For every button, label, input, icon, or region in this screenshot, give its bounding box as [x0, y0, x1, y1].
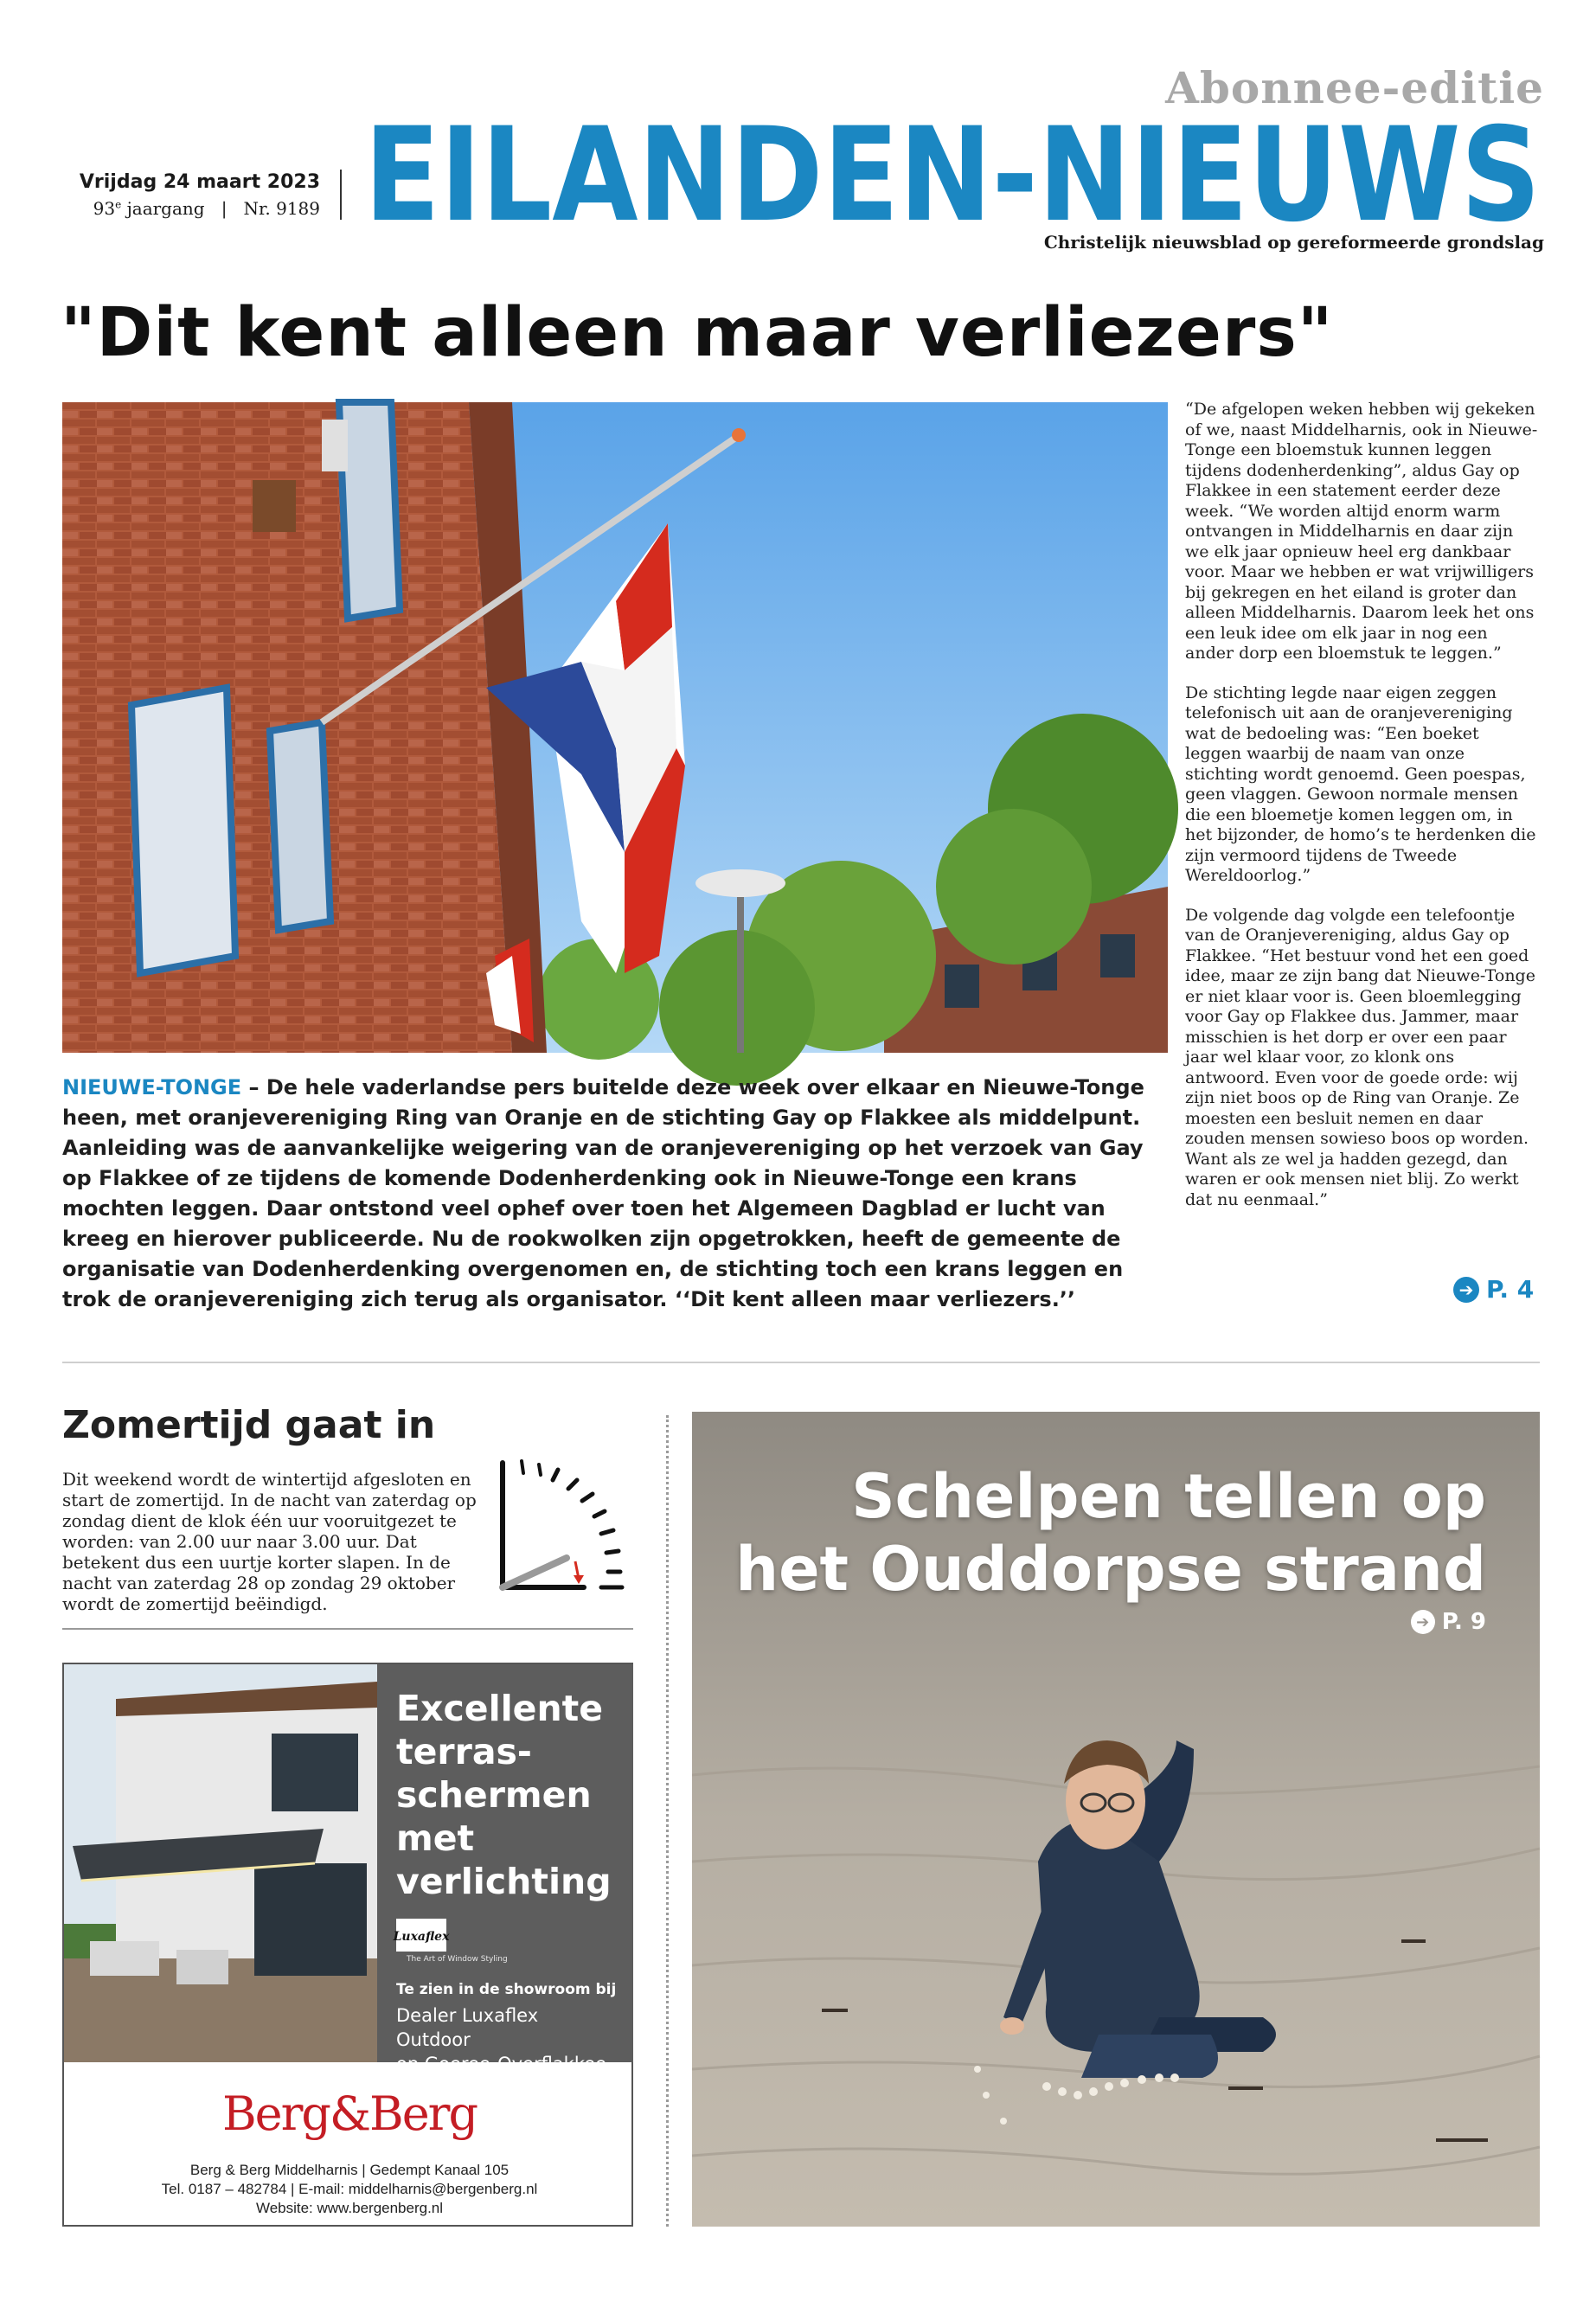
bergberg-logo[interactable]: Berg&Berg	[221, 2086, 478, 2141]
advert-photo	[64, 1664, 377, 2062]
flag-photo[interactable]	[62, 402, 1168, 1053]
advert-headline-line: met	[396, 1817, 475, 1859]
advert-contact-line: Berg & Berg Middelharnis | Gedempt Kanaal 105	[189, 2162, 510, 2178]
issue-date: Vrijdag 24 maart 2023	[79, 171, 320, 193]
advert-headline-line: Excellente	[396, 1688, 604, 1729]
advert-showroom: Te zien in de showroom bij	[396, 1981, 617, 1998]
side-paragraph: De stichting legde naar eigen zeggen telefonisch uit aan de oranjevereniging wat de bedoeling was: “Een boeket leggen waarbij de naam van onze stichting wordt genoemd. Geen poespas, geen vlaggen. Gewoon normale mensen die een bloemetje komen leggen om, in het bijzonder, de homo’s te herdenken die zijn vermoord tijdens de Tweede Wereldoorlog.”	[1185, 683, 1536, 885]
main-lede	[62, 1073, 1148, 1315]
volume-number: 93	[93, 198, 116, 219]
issue-meta	[61, 198, 320, 219]
advert-headline-line: verlichting	[396, 1861, 612, 1902]
side-paragraph: De volgende dag volgde een telefoontje van de Oranjevereniging, aldus Gay op Flakkee. “Het bestuur vond het een goed idee, maar ze zijn bang dat Nieuwe-Tonge er niet klaar voor is. Geen bloemlegging voor Gay op Flakkee dus. Jammer, maar misschien is het dorp er over een paar jaar wel klaar voor, zo klonk ons antwoord. Even voor de goede orde: wij zijn niet boos op de Ring van Oranje. Ze moesten een besluit nemen en daar zouden mensen sowieso boos op worden. Want als ze wel ja hadden gezegd, dan waren er ook mensen niet blij. Zo werkt dat nu eenmaal.”	[1185, 905, 1535, 1209]
zomertijd-divider	[62, 1628, 633, 1630]
advert-dealer-line: Dealer Luxaflex Outdoor	[396, 2005, 539, 2050]
masthead-divider	[340, 170, 342, 220]
beach-headline[interactable]	[735, 1460, 1486, 1606]
beach-headline-line: Schelpen tellen op	[851, 1461, 1486, 1532]
issue-number: Nr. 9189	[243, 198, 320, 219]
page-ref-label: P. 4	[1486, 1275, 1535, 1304]
luxaflex-advert[interactable]	[62, 1663, 633, 2227]
masthead-slogan: Christelijk nieuwsblad op gereformeerde grondslag	[1043, 232, 1544, 253]
clock-icon	[489, 1449, 644, 1600]
luxaflex-logo-icon	[393, 1919, 450, 1952]
continue-page-4-link[interactable]	[1453, 1275, 1534, 1304]
lede-body: – De hele vaderlandse pers buitelde deze week over elkaar en Nieuwe-Tonge heen, met oranjevereniging Ring van Oranje en de stichting Gay op Flakkee als middelpunt. Aanleiding was de aanvankelijke weigering van de oranjevereniging op het verzoek van Gay op Flakkee of ze tijdens de komende Dodenherdenking ook in Nieuwe-Tonge een krans mochten leggen. Daar ontstond veel ophef over toen het Algemeen Dagblad er lucht van kreeg en hierover publiceerde. Nu de rookwolken zijn opgetrokken, heeft de gemeente de organisatie van Dodenherdenking overgenomen en, de stichting toch een krans leggen en trok de oranjevereniging zich terug als organisator. ‘‘Dit kent alleen maar verliezers.’’	[62, 1075, 1144, 1311]
column-divider	[666, 1415, 669, 2227]
advert-contact-line: Tel. 0187 – 482784 | E-mail: middelharnis@bergenberg.nl	[161, 2181, 538, 2197]
main-side-column	[1185, 400, 1540, 1229]
advert-dealer-line: op Goeree-Overflakkee	[396, 2054, 607, 2074]
section-divider	[62, 1362, 1540, 1363]
issue-info	[61, 171, 320, 219]
meta-separator: |	[221, 198, 228, 219]
arrow-right-icon: ➔	[1453, 1277, 1479, 1303]
luxaflex-logo-text: Luxaflex	[393, 1930, 450, 1944]
advert-headline-line: terras-	[396, 1731, 532, 1772]
edition-label: Abonnee-editie	[1165, 62, 1544, 113]
page-ref-label: P. 9	[1441, 1609, 1486, 1635]
lede-place: NIEUWE-TONGE	[62, 1075, 242, 1099]
arrow-right-icon: ➔	[1411, 1610, 1435, 1634]
continue-page-9-link[interactable]	[1411, 1609, 1486, 1635]
beach-headline-line: het Ouddorpse strand	[735, 1534, 1486, 1605]
side-paragraph: “De afgelopen weken hebben wij gekeken of we, naast Middelharnis, ook in Nieuwe-Tonge een bloemstuk kunnen leggen tijdens dodenherdenking”, aldus Gay op Flakkee in een statement eerder deze week. “We worden altijd enorm warm ontvangen in Middelharnis en daar zijn we elk jaar opnieuw heel erg dankbaar voor. Maar we hebben er wat vrijwilligers bij gekregen en het eiland is groter dan alleen Middelharnis. Daarom leek het ons een leuk idee om elk jaar in nog een ander dorp een bloemstuk te leggen.”	[1185, 400, 1538, 663]
volume-word: jaargang	[121, 198, 205, 219]
zomertijd-title[interactable]: Zomertijd gaat in	[62, 1403, 436, 1447]
advert-dealer	[396, 2003, 618, 2076]
zomertijd-text: Dit weekend wordt de wintertijd afgesloten en start de zomertijd. In de nacht van zaterdag op zondag dient de klok één uur vooruitgezet te worden: van 2.00 uur naar 3.00 uur. Dat betekent dus een uurtje korter slapen. In de nacht van zaterdag 28 op zondag 29 oktober wordt de zomertijd beëindigd.	[62, 1469, 477, 1614]
beach-photo[interactable]	[692, 1412, 1540, 2227]
advert-headline-line: schermen	[396, 1774, 592, 1816]
main-headline[interactable]: "Dit kent alleen maar verliezers"	[61, 294, 1334, 372]
advert-contact-line: Website: www.bergenberg.nl	[255, 2200, 444, 2216]
luxaflex-tagline: The Art of Window Styling	[407, 1955, 508, 1964]
advert-headline	[396, 1687, 618, 1903]
masthead-title: EILANDEN-NIEUWS	[364, 100, 1541, 251]
volume-sup: e	[115, 198, 122, 211]
advert-panel	[377, 1664, 633, 2074]
advert-contact	[64, 2161, 635, 2218]
